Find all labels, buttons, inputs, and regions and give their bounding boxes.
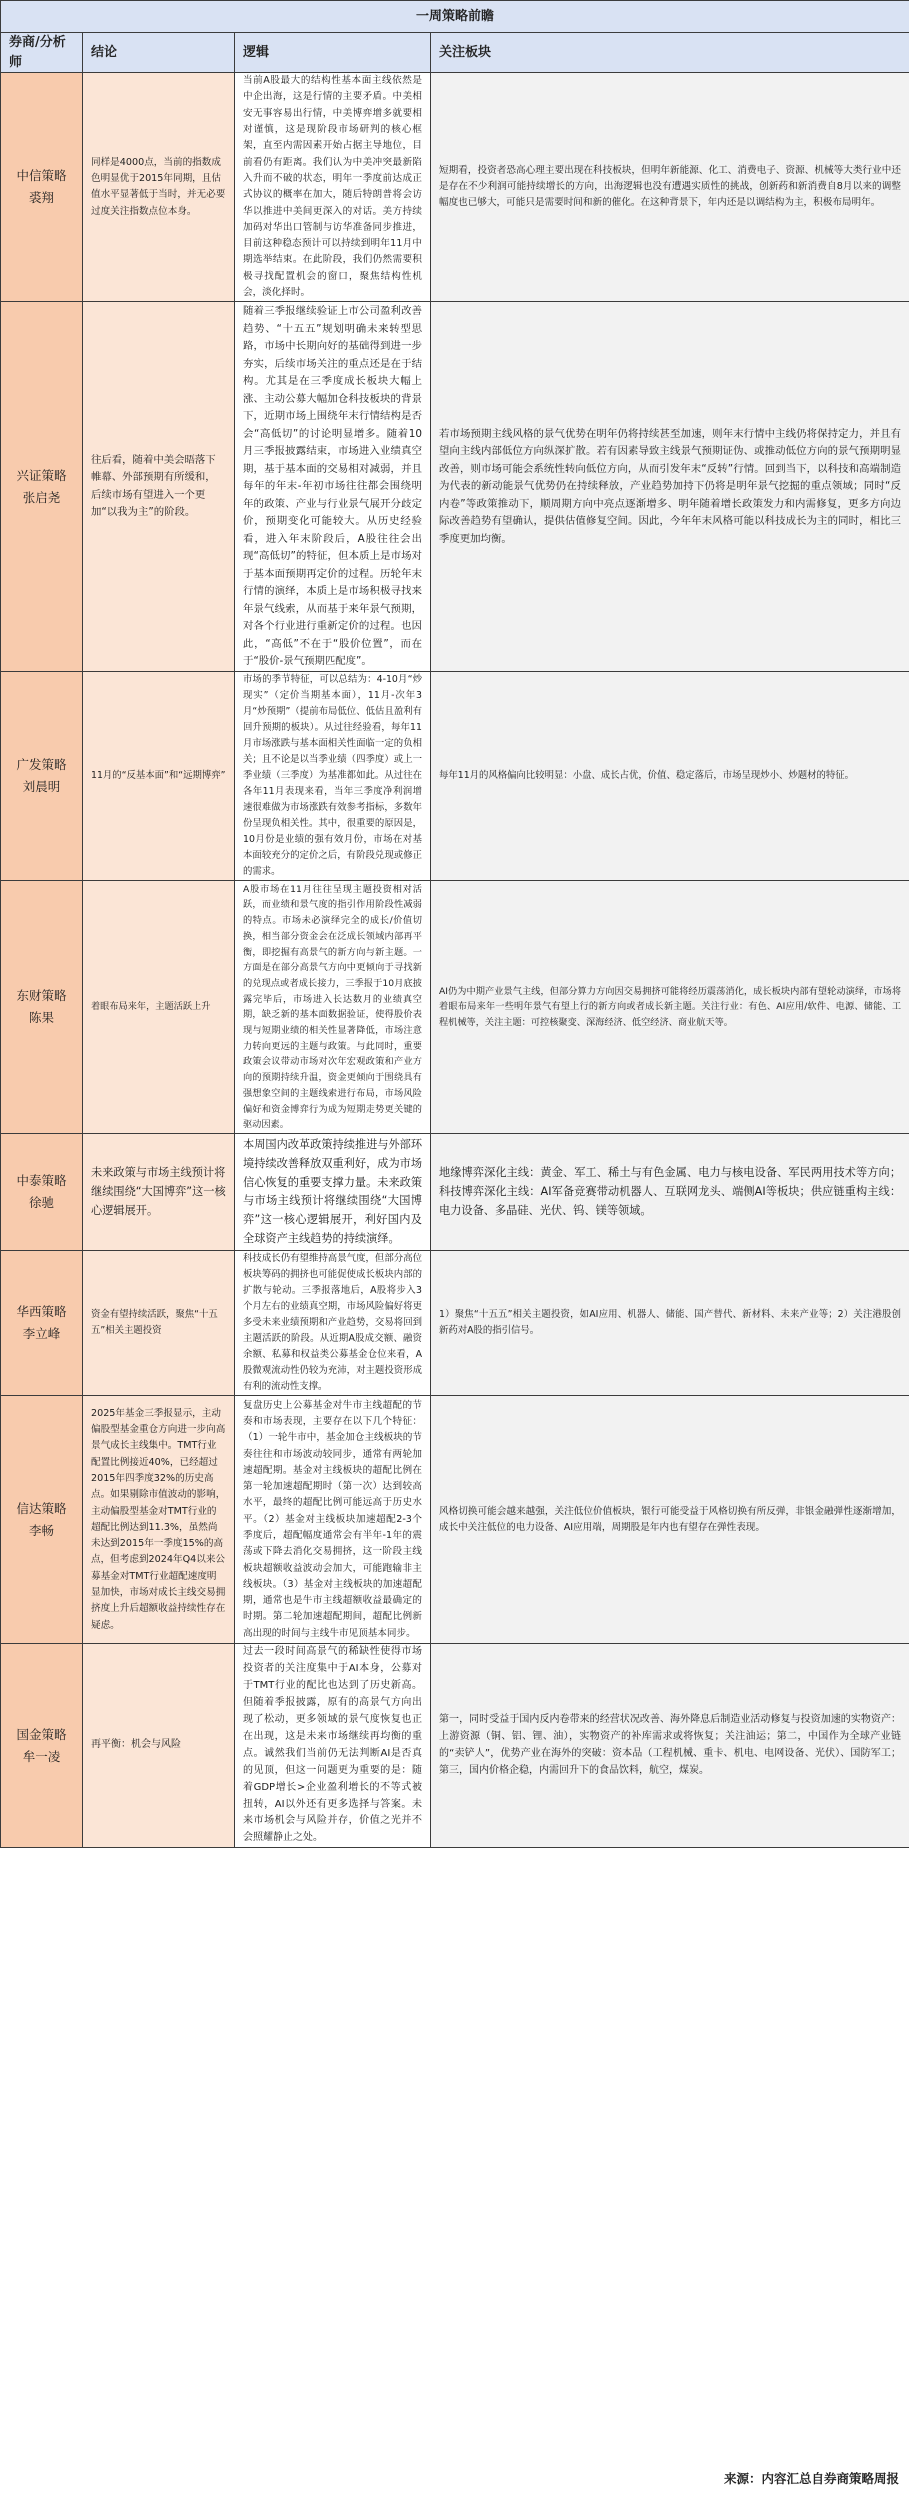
column-header-focus: 关注板块 bbox=[431, 33, 909, 73]
conclusion-cell: 2025年基金三季报显示，主动偏股型基金重仓方向进一步向高景气成长主线集中。TMT行业配置比例接近40%，已经超过2015年四季度32%的历史高点。如果剔除市值波动的影响，主动偏股型基金对TMT行业的超配比例达到11.3%，虽然尚未达到2015年一季度15%的高点，但考虑到2024年Q4以来公募基金对TMT行业超配速度明显加快，市场对成长主线交易拥挤度上升后超额收益持续性存在疑虑。 bbox=[83, 1396, 235, 1644]
conclusion-cell: 资金有望持续活跃，聚焦“十五五”相关主题投资 bbox=[83, 1251, 235, 1396]
conclusion-cell: 同样是4000点，当前的指数成色明显优于2015年同期，且估值水平显著低于当时，并无必要过度关注指数点位本身。 bbox=[83, 73, 235, 302]
firm-cell bbox=[1, 672, 83, 881]
analyst-name: 李立峰 bbox=[22, 1326, 61, 1342]
firm-cell bbox=[1, 1251, 83, 1396]
conclusion-cell: 11月的“反基本面”和“远期博弈” bbox=[83, 672, 235, 881]
logic-cell: 复盘历史上公募基金对牛市主线超配的节奏和市场表现，主要存在以下几个特征：（1）一轮牛市中，基金加仓主线板块的节奏往往和市场波动较同步，通常有两轮加速超配期。基金对主线板块的超配比例在第一轮加速超配期时（第一次）达到较高水平，最终的超配比例可能远高于历史水平。（2）基金对主线板块加速超配2-3个季度后，超配幅度通常会有半年-1年的震荡或下降去消化交易拥挤，这一阶段主线板块超额收益波动会加大，可能跑输非主线板块。（3）基金对主线板块的加速超配期，通常也是牛市主线超额收益最确定的时期。第二轮加速超配期间，超配比例新高出现的时间与主线牛市见顶基本同步。 bbox=[235, 1396, 431, 1644]
table-row bbox=[1, 881, 909, 1134]
analyst-name: 陈果 bbox=[28, 1010, 54, 1026]
analyst-name: 张启尧 bbox=[22, 489, 61, 505]
focus-sector-cell: 地缘博弈深化主线：黄金、军工、稀土与有色金属、电力与核电设备、军民两用技术等方向；科技博弈深化主线：AI军备竞赛带动机器人、互联网龙头、端侧AI等板块；供应链重构主线：电力设备、多晶硅、光伏、钨、镁等领域。 bbox=[431, 1134, 909, 1251]
logic-cell: 随着三季报继续验证上市公司盈利改善趋势、“十五五”规划明确未来转型思路，市场中长期向好的基础得到进一步夯实，后续市场关注的重点还是在于结构。尤其是在三季度成长板块大幅上涨、主动公募大幅加仓科技板块的背景下，近期市场上围绕年末行情结构是否会“高低切”的讨论明显增多。随着10月三季报披露结束，市场进入业绩真空期，基于基本面的交易相对减弱，并且每年的年末-年初市场往往都会围绕明年的政策、产业与行业景气展开分歧定价，预期变化可能较大。从历史经验看，进入年末阶段后，A股往往会出现“高低切”的特征，但本质上是市场对于基本面预期再定价的过程。历轮年末行情的演绎，本质上是市场积极寻找来年景气线索，从而基于来年景气预期，对各个行业进行重新定价的过程。也因此，“高低”不在于“股价位置”，而在于“股价-景气预期匹配度”。 bbox=[235, 302, 431, 672]
logic-cell: 科技成长仍有望维持高景气度，但部分高位板块筹码的拥挤也可能促使成长板块内部的扩散与轮动。三季报落地后，A股将步入3个月左右的业绩真空期，市场风险偏好将更多受未来业绩预期和产业趋势，交易将回到主题活跃的阶段。从近期A股成交额、融资余额、私募和权益类公募基金仓位来看，A股微观流动性仍较为充沛，对主题投资形成有利的流动性支撑。 bbox=[235, 1251, 431, 1396]
firm-name: 信达策略 bbox=[16, 1500, 67, 1516]
focus-sector-cell: 风格切换可能会越来越强，关注低位价值板块，银行可能受益于风格切换有所反弹，非银金融弹性逐渐增加，成长中关注低位的电力设备、AI应用端，周期股是年内也有望存在弹性表现。 bbox=[431, 1396, 909, 1644]
analyst-name: 徐驰 bbox=[28, 1195, 54, 1211]
conclusion-cell: 再平衡：机会与风险 bbox=[83, 1644, 235, 1848]
focus-sector-cell: 1）聚焦“十五五”相关主题投资，如AI应用、机器人、储能、国产替代、新材料、未来产业等；2）关注港股创新药对A股的指引信号。 bbox=[431, 1251, 909, 1396]
firm-cell bbox=[1, 1644, 83, 1848]
firm-name: 兴证策略 bbox=[16, 467, 67, 483]
focus-sector-cell: 短期看，投资者恐高心理主要出现在科技板块，但明年新能源、化工、消费电子、资源、机械等大类行业中还是存在不少利润可能持续增长的方向，出海逻辑也没有遭遇实质性的挑战，创新药和新消费自8月以来的调整幅度也已够大，可能只是需要时间和新的催化。在这种背景下，年内还是以调结构为主，积极布局明年。 bbox=[431, 73, 909, 302]
analyst-name: 裘翔 bbox=[28, 190, 54, 206]
firm-cell bbox=[1, 1134, 83, 1251]
table-title: 一周策略前瞻 bbox=[1, 1, 909, 33]
logic-cell: 市场的季节特征，可以总结为：4-10月“炒现实”（定价当期基本面），11月-次年3月“炒预期”（提前布局低位、低估且盈利有回升预期的板块）。从过往经验看，每年11月市场涨跌与基本面相关性面临一定的负相关；且不论是以当季业绩（四季度）或上一季业绩（三季度）为基准都如此。从过往在各年11月表现来看，当年三季度净利润增速很难做为市场涨跌有效参考指标，多数年份呈现负相关性。其中，很重要的原因是，10月份是业绩的强有效月份，市场在对基本面较充分的定价之后，有阶段兑现或修正的需求。 bbox=[235, 672, 431, 881]
logic-cell: 本周国内改革政策持续推进与外部环境持续改善释放双重利好，成为市场信心恢复的重要支撑力量。未来政策与市场主线预计将继续围绕“大国博弈”这一核心逻辑展开，利好国内及全球资产主线趋势的持续演绎。 bbox=[235, 1134, 431, 1251]
firm-name: 华西策略 bbox=[16, 1304, 67, 1320]
firm-name: 中泰策略 bbox=[16, 1173, 67, 1189]
table-row bbox=[1, 73, 909, 302]
conclusion-cell: 着眼布局来年，主题活跃上升 bbox=[83, 881, 235, 1134]
analyst-name: 李畅 bbox=[28, 1522, 54, 1538]
logic-cell: 当前A股最大的结构性基本面主线依然是中企出海，这是行情的主要矛盾。中美相安无事容易出行情，中美博弈增多就要相对谨慎，这是现阶段市场研判的核心框架，直至内需因素开始占据主导地位，目前看仍有距离。我们认为中美冲突最新陷入升而不破的状态，明年一季度前达成正式协议的概率在加大，随后特朗普将会访华以推进中美间更深入的对话。美方持续加码对华出口管制与访华准备同步推进，目前这种稳态预计可以持续到明年11月中期选举结束。在此阶段，我们仍然需要积极寻找配置机会的窗口，聚焦结构性机会，淡化择时。 bbox=[235, 73, 431, 302]
focus-sector-cell: 若市场预期主线风格的景气优势在明年仍将持续甚至加速，则年末行情中主线仍将保持定力，并且有望向主线内部低位方向纵深扩散。若有因素导致主线景气预期证伪、或推动低位方向的景气预期明显改善，则市场可能会系统性转向低位方向，从而引发年末“反转”行情。回到当下，以科技和高端制造为代表的新动能景气优势仍在持续释放，产业趋势加持下仍将是明年景气挖掘的重点领域；同时“反内卷”等政策推动下，顺周期方向中亮点逐渐增多、明年随着增长政策发力和内需修复，更多方向边际改善趋势有望确认，提供估值修复空间。因此，今年年末风格可能以科技成长为主的同时，相比三季度更加均衡。 bbox=[431, 302, 909, 672]
table-row bbox=[1, 672, 909, 881]
focus-sector-cell: 每年11月的风格偏向比较明显：小盘、成长占优，价值、稳定落后，市场呈现炒小、炒题材的特征。 bbox=[431, 672, 909, 881]
column-header-firm: 券商/分析师 bbox=[1, 33, 83, 73]
firm-cell bbox=[1, 1396, 83, 1644]
source-note: 来源：内容汇总自券商策略周报 bbox=[723, 2471, 899, 2486]
firm-name: 中信策略 bbox=[16, 168, 67, 184]
firm-name: 东财策略 bbox=[16, 988, 67, 1004]
table-row bbox=[1, 302, 909, 672]
table-row bbox=[1, 1251, 909, 1396]
table-row bbox=[1, 1134, 909, 1251]
logic-cell: 过去一段时间高景气的稀缺性使得市场投资者的关注度集中于AI本身，公募对于TMT行业的配比也达到了历史新高。但随着季报披露，原有的高景气方向出现了松动，更多领域的景气度恢复也正在出现，这是未来市场继续再均衡的重点。诚然我们当前仍无法判断AI是否真的见顶，但这一问题更为重要的是：随着GDP增长>企业盈利增长的不等式被扭转，AI以外还有更多选择与答案。未来市场机会与风险并存，价值之光并不会照耀静止之处。 bbox=[235, 1644, 431, 1848]
analyst-name: 刘晨明 bbox=[22, 779, 61, 795]
table-row bbox=[1, 1644, 909, 1848]
table-row bbox=[1, 1396, 909, 1644]
header-row bbox=[1, 33, 909, 73]
title-row bbox=[1, 1, 909, 33]
column-header-conclusion: 结论 bbox=[83, 33, 235, 73]
firm-cell bbox=[1, 73, 83, 302]
analyst-name: 牟一凌 bbox=[22, 1748, 61, 1764]
firm-name: 国金策略 bbox=[16, 1726, 67, 1742]
conclusion-cell: 往后看，随着中美会晤落下帷幕、外部预期有所缓和，后续市场有望进入一个更加“以我为主”的阶段。 bbox=[83, 302, 235, 672]
conclusion-cell: 未来政策与市场主线预计将继续围绕“大国博弈”这一核心逻辑展开。 bbox=[83, 1134, 235, 1251]
firm-cell bbox=[1, 881, 83, 1134]
logic-cell: A股市场在11月往往呈现主题投资相对活跃，而业绩和景气度的指引作用阶段性减弱的特点。市场未必演绎完全的成长/价值切换，相当部分资金会在泛成长领域内部再平衡，即挖掘有高景气的新方向与新主题。一方面是在部分高景气方向中更倾向于寻找新的兑现点或者成长接力，三季报于10月底披露完毕后，市场进入长达数月的业绩真空期，缺乏新的基本面数据验证，使得股价表现与短期业绩的相关性显著降低，市场注意力转向更远的主题与政策。与此同时，重要政策会议带动市场对次年宏观政策和产业方向的预期持续升温，资金更倾向于围绕具有强想象空间的主题线索进行布局，市场风险偏好和资金博弈行为成为短期走势更关键的驱动因素。 bbox=[235, 881, 431, 1134]
focus-sector-cell: AI仍为中期产业景气主线，但部分算力方向因交易拥挤可能将经历震荡消化，成长板块内部有望轮动演绎，市场将着眼布局来年一些明年景气有望上行的新方向或者成长新主题。关注行业：有色、AI应用/软件、电源、储能、工程机械等，关注主题：可控核聚变、深海经济、低空经济、商业航天等。 bbox=[431, 881, 909, 1134]
firm-cell bbox=[1, 302, 83, 672]
focus-sector-cell: 第一，同时受益于国内反内卷带来的经营状况改善、海外降息后制造业活动修复与投资加速的实物资产：上游资源（铜、铝、锂、油），实物资产的补库需求或将恢复；关注油运；第二，中国作为全球产业链的“卖铲人”，优势产业在海外的突破：资本品（工程机械、重卡、机电、电网设备、光伏）、国防军工；第三，国内价格企稳，内需回升下的食品饮料，航空，煤炭。 bbox=[431, 1644, 909, 1848]
firm-name: 广发策略 bbox=[16, 757, 67, 773]
column-header-logic: 逻辑 bbox=[235, 33, 431, 73]
